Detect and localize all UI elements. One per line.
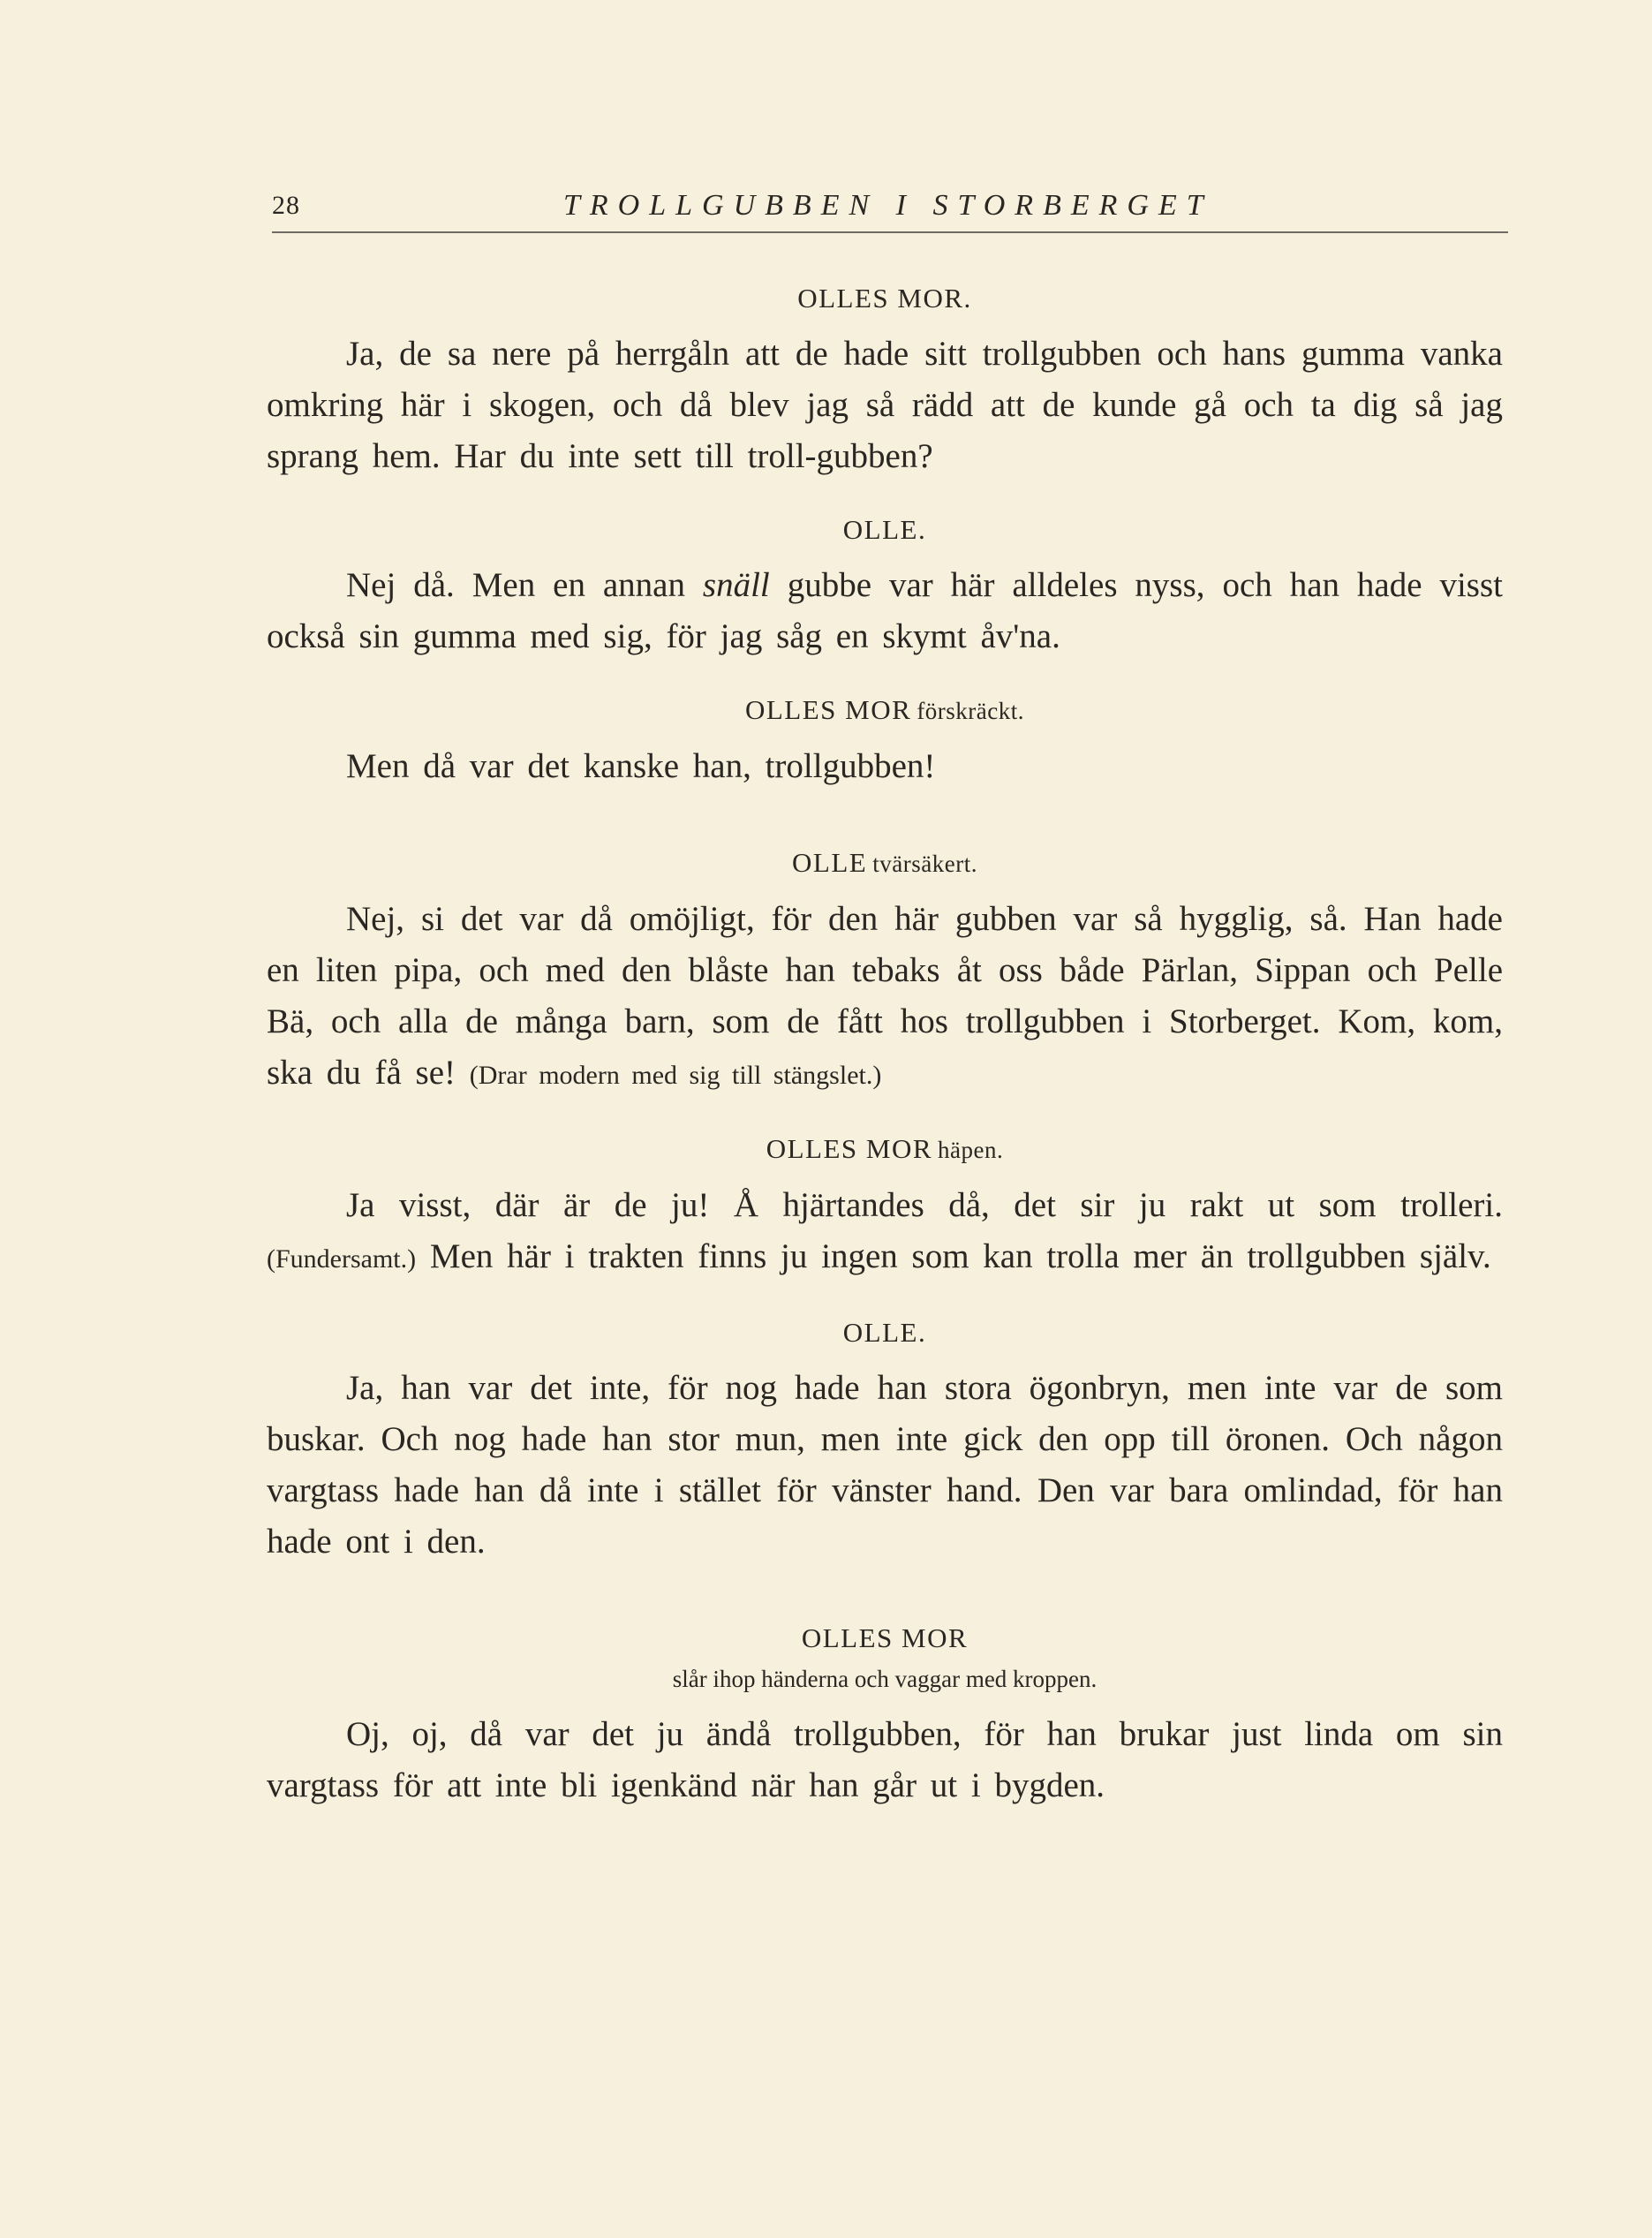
stage-direction: (Fundersamt.)	[267, 1244, 417, 1274]
dialogue-paragraph	[267, 894, 1503, 1101]
dialogue-paragraph: Ja, de sa nere på herrgåln att de hade sitt trollgubben och hans gumma vanka omkring här i skogen, och då blev jag så rädd att de kunde gå och ta dig så jag sprang hem. Har du inte sett till troll-gubben?	[267, 335, 1503, 475]
dialogue-paragraph: Oj, oj, då var det ju ändå trollgubben, för han brukar just linda om sin vargtass för att inte bli igenkänd när han går ut i bygden.	[267, 1715, 1503, 1804]
speaker-name: OLLES MOR.	[797, 283, 972, 314]
page-body	[267, 281, 1503, 1841]
stage-direction: (Drar modern med sig till stängslet.)	[469, 1061, 882, 1090]
speaker-heading	[267, 1131, 1503, 1168]
page-header	[272, 185, 1508, 230]
page-number: 28	[272, 191, 300, 220]
speaker-name: OLLES MOR	[744, 694, 912, 725]
speaker-name: OLLES MOR	[766, 1133, 933, 1164]
speaker-heading	[267, 845, 1503, 881]
speaker-name: OLLE	[792, 847, 868, 878]
speaker-heading	[267, 1315, 1503, 1350]
speaker-heading	[267, 692, 1503, 729]
dialogue-text: Nej, si det var då omöjligt, för den här gubben var så hygglig, så. Han hade en liten pipa, och med den blåste han tebaks åt oss både Pärlan, Sippan och Pelle Bä, och alla de många barn, som de fått hos trollgubben i Storberget. Kom, kom, ska du få se!	[267, 900, 1503, 1092]
speaker-name: OLLES MOR	[801, 1622, 969, 1653]
stage-direction: slår ihop händerna och vaggar med kroppen.	[672, 1666, 1098, 1692]
dialogue-paragraph	[267, 560, 1503, 662]
stage-direction: häpen.	[938, 1137, 1004, 1163]
header-rule	[272, 231, 1508, 233]
stage-direction: tvärsäkert.	[872, 851, 977, 877]
speaker-heading	[267, 512, 1503, 548]
speaker-heading	[267, 281, 1503, 316]
dialogue-paragraph	[267, 1180, 1503, 1285]
dialogue-text: Men här i trakten finns ju ingen som kan trolla mer än trollgubben själv.	[429, 1237, 1491, 1275]
speaker-name: OLLE.	[842, 1317, 927, 1348]
speaker-name: OLLE.	[842, 514, 927, 545]
dialogue-text: Ja visst, där är de ju! Å hjärtandes då, det sir ju rakt ut som trolleri.	[346, 1186, 1503, 1224]
dialogue-text: gubbe var här alldeles nyss, och han hade visst också sin gumma med sig, för jag såg en skymt åv'na.	[267, 566, 1503, 655]
dialogue-text: Nej då. Men en annan	[346, 566, 703, 604]
speaker-heading	[267, 1621, 1503, 1697]
dialogue-paragraph: Ja, han var det inte, för nog hade han stora ögonbryn, men inte var de som buskar. Och nog hade han stor mun, men inte gick den opp till öronen. Och någon vargtass hade han då inte i stället för vänster hand. Den var bara omlindad, för han hade ont i den.	[267, 1369, 1503, 1561]
running-title: TROLLGUBBEN I STORBERGET	[563, 189, 1213, 222]
stage-direction: förskräckt.	[917, 698, 1025, 724]
emphasized-word: snäll	[702, 566, 770, 604]
dialogue-paragraph: Men då var det kanske han, trollgubben!	[346, 747, 936, 785]
